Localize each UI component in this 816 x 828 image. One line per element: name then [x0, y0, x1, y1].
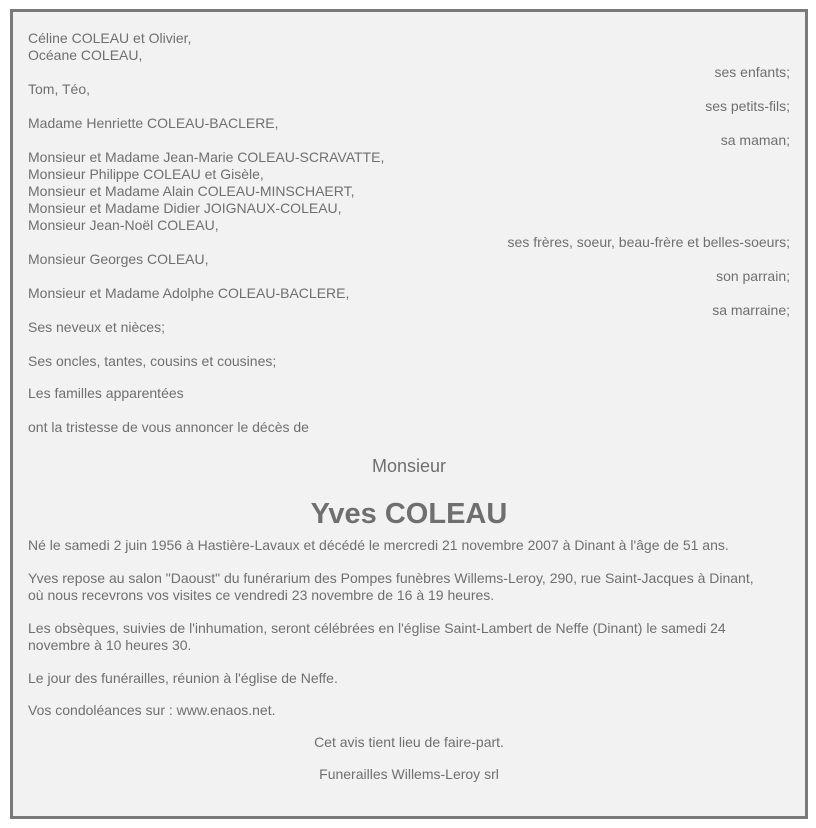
funeral-text-line-2: novembre à 10 heures 30.: [28, 637, 192, 653]
deceased-name: Yves COLEAU: [310, 498, 508, 530]
rest-text-line-1: Yves repose au salon "Daoust" du funérarium des Pompes funèbres Willems-Leroy, 290, rue Saint-Jacques à Dinant,: [28, 570, 754, 586]
godmother-line: Monsieur et Madame Adolphe COLEAU-BACLERE,: [28, 285, 350, 301]
families-line: Les familles apparentées: [28, 385, 184, 401]
sibling-line-3: Monsieur et Madame Alain COLEAU-MINSCHAERT,: [28, 183, 355, 199]
children-line-1: Céline COLEAU et Olivier,: [28, 30, 192, 46]
children-role: ses enfants;: [714, 64, 790, 80]
nephews-line: Ses neveux et nièces;: [28, 319, 165, 335]
grandchildren-line: Tom, Téo,: [28, 81, 90, 97]
funeral-text-line-1: Les obsèques, suivies de l'inhumation, seront célébrées en l'église Saint-Lambert de Neffe (Dinant) le samedi 24: [28, 620, 726, 636]
obituary-frame: [10, 9, 808, 819]
birth-death-text: Né le samedi 2 juin 1956 à Hastière-Lavaux et décédé le mercredi 21 novembre 2007 à Dinant à l'âge de 51 ans.: [28, 537, 729, 553]
rest-text-line-2: où nous recevrons vos visites ce vendredi 23 novembre de 16 à 19 heures.: [28, 587, 495, 603]
condolences-text: Vos condoléances sur : www.enaos.net.: [28, 702, 276, 718]
sibling-line-2: Monsieur Philippe COLEAU et Gisèle,: [28, 166, 264, 182]
godfather-line: Monsieur Georges COLEAU,: [28, 251, 209, 267]
mother-line: Madame Henriette COLEAU-BACLERE,: [28, 115, 279, 131]
undertaker-text: Funerailles Willems-Leroy srl: [319, 766, 499, 782]
uncles-line: Ses oncles, tantes, cousins et cousines;: [28, 353, 277, 369]
sibling-line-4: Monsieur et Madame Didier JOIGNAUX-COLEAU,: [28, 200, 342, 216]
children-line-2: Océane COLEAU,: [28, 47, 143, 63]
godfather-role: son parrain;: [716, 268, 790, 284]
sibling-line-5: Monsieur Jean-Noël COLEAU,: [28, 217, 219, 233]
sibling-line-1: Monsieur et Madame Jean-Marie COLEAU-SCRAVATTE,: [28, 149, 385, 165]
siblings-role: ses frères, soeur, beau-frère et belles-soeurs;: [507, 234, 790, 250]
godmother-role: sa marraine;: [712, 302, 790, 318]
mother-role: sa maman;: [720, 132, 790, 148]
deceased-title: Monsieur: [371, 456, 447, 476]
meeting-text: Le jour des funérailles, réunion à l'église de Neffe.: [28, 670, 338, 686]
notice-text: Cet avis tient lieu de faire-part.: [314, 734, 504, 750]
announce-line: ont la tristesse de vous annoncer le décès de: [28, 419, 309, 435]
grandchildren-role: ses petits-fils;: [705, 98, 790, 114]
obituary-content: [28, 30, 790, 783]
